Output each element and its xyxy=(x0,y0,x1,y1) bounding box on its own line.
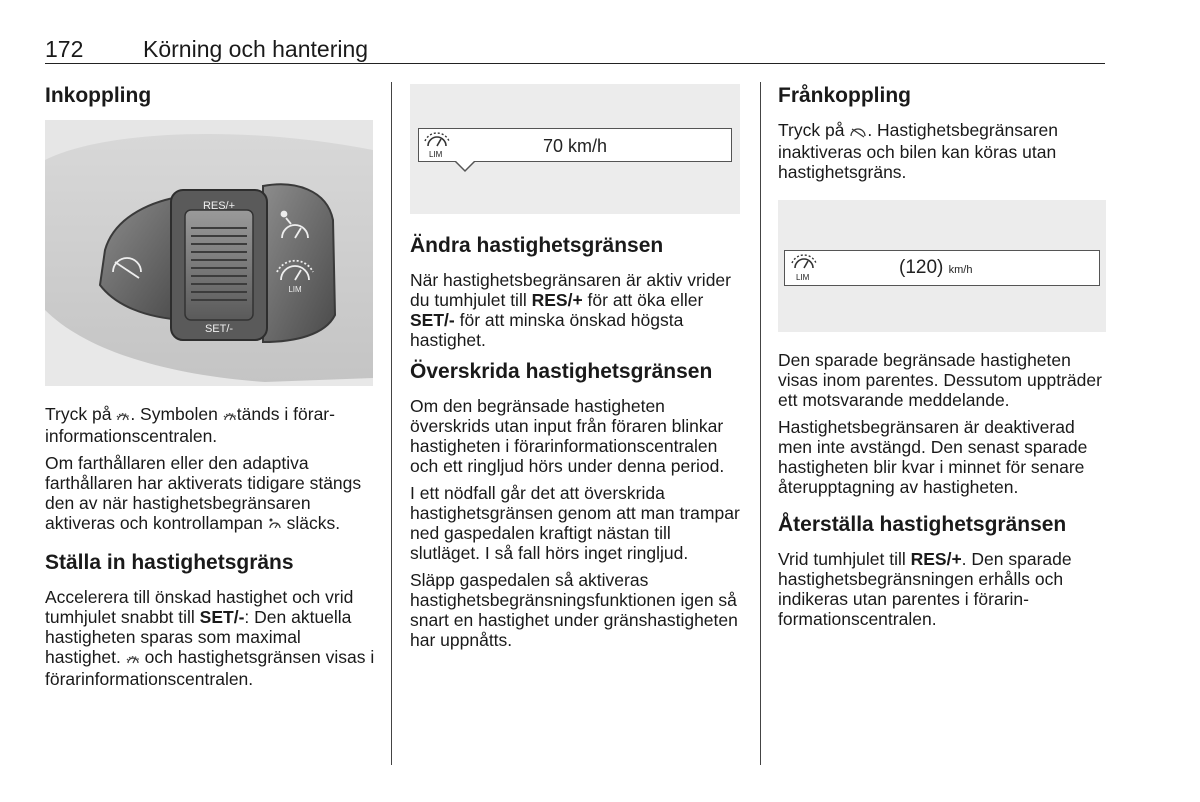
lim-label: LIM xyxy=(429,150,443,159)
paragraph: Hastighetsbegränsaren är deaktiverad men inte avstängd. Den senast sparade hastigheten blir kvar i minnet för senare återupptagning av hastigheten. xyxy=(778,417,1088,497)
section-heading-stalla-in: Ställa in hastighetsgräns xyxy=(45,551,294,574)
page-number: 172 xyxy=(45,36,84,62)
steering-wheel-controls-image xyxy=(45,120,373,386)
column-3-text-top xyxy=(778,84,1108,189)
column-divider-2 xyxy=(760,82,761,765)
chapter-title: Körning och hantering xyxy=(143,36,369,62)
column-1 xyxy=(45,84,375,120)
paragraph: När hastighetsbegränsaren är aktiv vrider du tumhjulet till RES/+ för att öka eller SET/- för att minska önskad högsta hastighet. xyxy=(410,270,731,350)
paragraph: Tryck på . Symbolen tänds i förarinformationscentralen. xyxy=(45,404,335,446)
paragraph: Om den begränsade hastigheten överskrids utan input från föraren blinkar hastigheten i förarinformationscentralen och ett ringljud hörs under denna period. xyxy=(410,396,725,476)
res-plus-label: RES/+ xyxy=(202,200,236,212)
paragraph: Om farthållaren eller den adaptiva farthållaren har aktiverats tidigare stängs den av när hastighetsbegränsaren aktiveras och kontrollampan släcks. xyxy=(45,453,362,533)
paragraph: Accelerera till önskad hastighet och vrid tumhjulet snabbt till SET/-: Den aktuella hastigheten sparas som maximal hastighet. och hastighetsgränsen visas i förarinformationscentralen. xyxy=(45,587,375,689)
section-heading-aterstalla: Återställa hastighetsgränsen xyxy=(778,513,1067,536)
speed-limiter-icon xyxy=(116,406,130,426)
paragraph: Tryck på . Hastighetsbegränsaren inaktiveras och bilen kan köras utan hastighetsgräns. xyxy=(778,120,1058,182)
column-1-text xyxy=(45,404,375,696)
display-speed-value: 70 km/h xyxy=(543,136,608,156)
speed-limiter-icon xyxy=(223,406,237,426)
paragraph: I ett nödfall går det att överskrida hastighetsgränsen genom att man trampar ned gaspedalen kraftigt nästan till slutläget. I så fall hörs inget ringljud. xyxy=(410,483,740,563)
display-pointer xyxy=(455,161,475,173)
paragraph: Släpp gaspedalen så aktiveras hastighetsbegränsningsfunktionen igen så snart en hastighet under gränshastigheten har uppnåtts. xyxy=(410,570,738,650)
section-heading-inkoppling: Inkoppling xyxy=(45,84,152,107)
display-speed-value: (120) km/h xyxy=(899,257,973,278)
page-header xyxy=(45,36,1105,64)
paragraph: Den sparade begränsade hastigheten visas inom parentes. Dessutom uppträder ett motsvarande meddelande. xyxy=(778,350,1102,410)
column-3-text xyxy=(778,350,1108,636)
paragraph: Vrid tumhjulet till RES/+. Den sparade hastighetsbegränsningen erhålls och indikeras utan parentes i förarinformationscentralen. xyxy=(778,549,1072,629)
speed-limiter-icon xyxy=(126,649,140,669)
section-heading-andra: Ändra hastighetsgränsen xyxy=(410,234,664,257)
set-minus-label: SET/- xyxy=(204,323,234,335)
cruise-control-warning-icon xyxy=(268,515,282,535)
cancel-speed-limiter-icon xyxy=(849,122,867,142)
lim-label: LIM xyxy=(288,285,302,294)
section-heading-overskrida: Överskrida hastighetsgränsen xyxy=(410,360,713,383)
section-heading-frankoppling: Frånkoppling xyxy=(778,84,911,107)
column-divider-1 xyxy=(391,82,392,765)
column-2-text xyxy=(410,234,740,657)
lim-label: LIM xyxy=(796,273,810,282)
